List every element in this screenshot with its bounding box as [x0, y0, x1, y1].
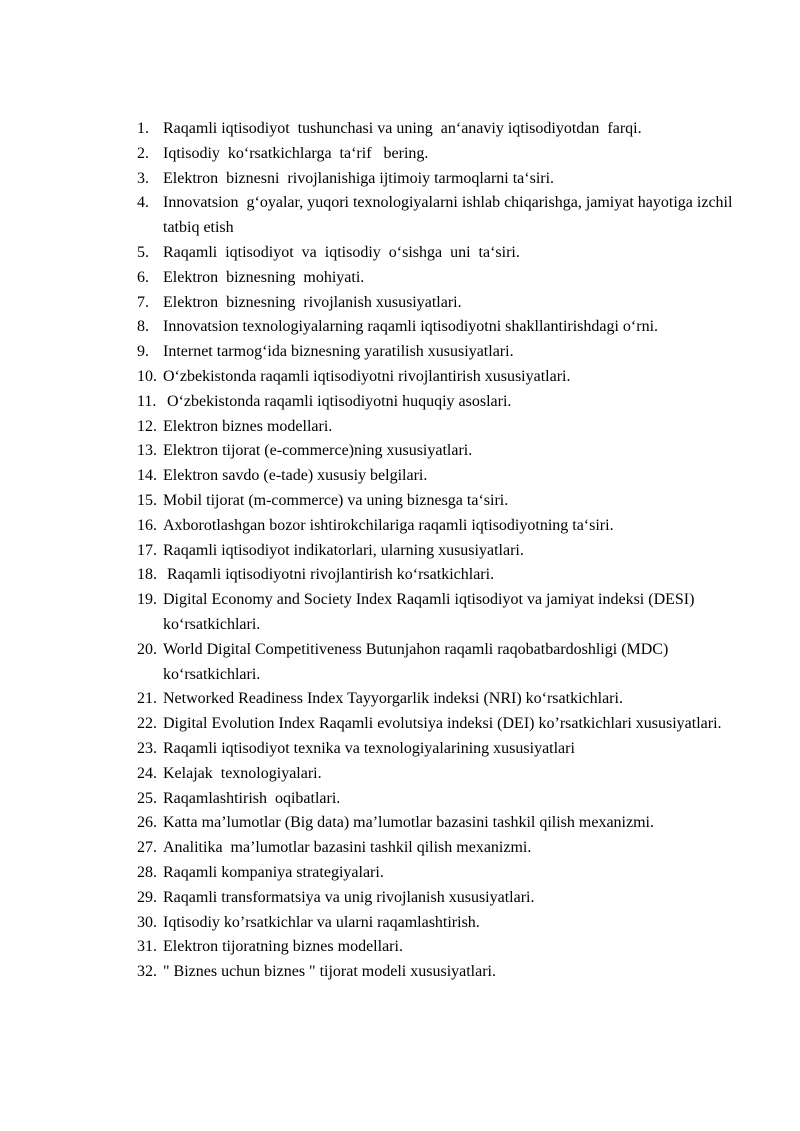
list-item	[137, 836, 757, 861]
item-text: " Biznes uchun biznes " tijorat modeli xususiyatlari.	[163, 963, 496, 981]
item-number: 20.	[137, 640, 157, 658]
item-number: 27.	[137, 839, 157, 857]
list-item	[137, 712, 757, 737]
item-text: Raqamli transformatsiya va unig rivojlanish xususiyatlari.	[163, 888, 535, 906]
item-text: Digital Economy and Society Index Raqamli iqtisodiyot va jamiyat indeksi (DESI) ko‘rsatkichlari.	[163, 591, 699, 633]
item-number: 7.	[137, 293, 149, 311]
item-number: 25.	[137, 789, 157, 807]
item-number: 10.	[137, 367, 157, 385]
list-item	[137, 241, 757, 266]
item-text: Analitika ma’lumotlar bazasini tashkil qilish mexanizmi.	[163, 839, 532, 857]
list-item	[137, 886, 757, 911]
list-item	[137, 489, 757, 514]
item-number: 2.	[137, 144, 149, 162]
item-text: Internet tarmog‘ida biznesning yaratilish xususiyatlari.	[163, 343, 514, 361]
list-item	[137, 960, 757, 985]
item-number: 24.	[137, 764, 157, 782]
item-text: World Digital Competitiveness Butunjahon raqamli raqobatbardoshligi (MDC) ko‘rsatkichlari.	[163, 640, 673, 683]
list-item	[137, 762, 757, 787]
item-text: Networked Readiness Index Tayyorgarlik indeksi (NRI) ko‘rsatkichlari.	[163, 690, 623, 708]
item-text: Iqtisodiy ko’rsatkichlar va ularni raqamlashtirish.	[163, 913, 480, 931]
item-text: Elektron biznesning rivojlanish xususiyatlari.	[163, 293, 462, 311]
item-number: 15.	[137, 491, 157, 509]
list-item	[137, 191, 757, 241]
item-text: Innovatsion texnologiyalarning raqamli iqtisodiyotni shakllantirishdagi o‘rni.	[163, 318, 659, 336]
list-item	[137, 638, 757, 688]
item-text: Raqamli iqtisodiyotni rivojlantirish ko‘rsatkichlari.	[163, 566, 495, 584]
item-text: Elektron biznesni rivojlanishiga ijtimoiy tarmoqlarni ta‘siri.	[163, 169, 555, 187]
item-number: 30.	[137, 913, 157, 931]
list-item	[137, 439, 757, 464]
item-text: Raqamli kompaniya strategiyalari.	[163, 863, 384, 881]
list-item	[137, 167, 757, 192]
item-number: 19.	[137, 591, 157, 609]
item-number: 23.	[137, 739, 157, 757]
item-text: Raqamli iqtisodiyot indikatorlari, ularning xususiyatlari.	[163, 541, 524, 559]
item-number: 9.	[137, 343, 149, 361]
item-text: Mobil tijorat (m-commerce) va uning biznesga ta‘siri.	[163, 491, 509, 509]
item-number: 26.	[137, 814, 157, 832]
list-item	[137, 365, 757, 390]
item-text: Raqamli iqtisodiyot texnika va texnologiyalarining xususiyatlari	[163, 739, 575, 757]
item-number: 6.	[137, 268, 149, 286]
list-item	[137, 911, 757, 936]
list-item	[137, 787, 757, 812]
list-item	[137, 811, 757, 836]
item-text: O‘zbekistonda raqamli iqtisodiyotni huquqiy asoslari.	[163, 392, 512, 410]
item-text: Elektron biznesning mohiyati.	[163, 268, 365, 286]
list-item	[137, 117, 757, 142]
item-text: Axborotlashgan bozor ishtirokchilariga raqamli iqtisodiyotning ta‘siri.	[163, 516, 614, 534]
list-item	[137, 861, 757, 886]
list-item	[137, 464, 757, 489]
item-text: Raqamli iqtisodiyot tushunchasi va uning an‘anaviy iqtisodiyotdan farqi.	[163, 120, 642, 137]
item-text: Elektron savdo (e-tade) xususiy belgilari.	[163, 467, 428, 485]
item-text: Elektron tijoratning biznes modellari.	[163, 938, 403, 956]
item-number: 8.	[137, 318, 149, 336]
list-item	[137, 142, 757, 167]
item-number: 32.	[137, 963, 157, 981]
item-number: 29.	[137, 888, 157, 906]
list-item	[137, 737, 757, 762]
list-item	[137, 514, 757, 539]
item-number: 4.	[137, 194, 149, 212]
item-text: O‘zbekistonda raqamli iqtisodiyotni rivojlantirish xususiyatlari.	[163, 367, 571, 385]
list-item	[137, 340, 757, 365]
list-item	[137, 687, 757, 712]
item-text: Innovatsion g‘oyalar, yuqori texnologiyalarni ishlab chiqarishga, jamiyat hayotiga izchil tatbiq etish	[163, 194, 737, 237]
list-item	[137, 315, 757, 340]
item-number: 31.	[137, 938, 157, 956]
item-number: 5.	[137, 243, 149, 261]
item-number: 14.	[137, 467, 157, 485]
item-text: Digital Evolution Index Raqamli evolutsiya indeksi (DEI) ko’rsatkichlari xususiyatlari.	[163, 715, 722, 733]
item-text: Elektron tijorat (e-commerce)ning xususiyatlari.	[163, 442, 473, 460]
item-text: Raqamli iqtisodiyot va iqtisodiy o‘sishga uni ta‘siri.	[163, 243, 520, 261]
item-number: 3.	[137, 169, 149, 187]
item-number: 17.	[137, 541, 157, 559]
list-item	[137, 588, 757, 638]
list-item	[137, 563, 757, 588]
list-item	[137, 266, 757, 291]
item-number: 12.	[137, 417, 157, 435]
item-number: 1.	[137, 120, 149, 137]
list-item	[137, 390, 757, 415]
list-item	[137, 935, 757, 960]
item-number: 13.	[137, 442, 157, 460]
item-text: Raqamlashtirish oqibatlari.	[163, 789, 341, 807]
item-text: Katta ma’lumotlar (Big data) ma’lumotlar bazasini tashkil qilish mexanizmi.	[163, 814, 654, 832]
item-text: Elektron biznes modellari.	[163, 417, 333, 435]
item-number: 11.	[137, 392, 157, 410]
list-item	[137, 291, 757, 316]
item-number: 28.	[137, 863, 157, 881]
item-number: 18.	[137, 566, 157, 584]
item-number: 22.	[137, 715, 157, 733]
item-number: 16.	[137, 516, 157, 534]
item-text: Iqtisodiy ko‘rsatkichlarga ta‘rif bering.	[163, 144, 429, 162]
list-item	[137, 539, 757, 564]
item-text: Kelajak texnologiyalari.	[163, 764, 322, 782]
item-number: 21.	[137, 690, 157, 708]
list-item	[137, 415, 757, 440]
question-list	[137, 117, 757, 985]
